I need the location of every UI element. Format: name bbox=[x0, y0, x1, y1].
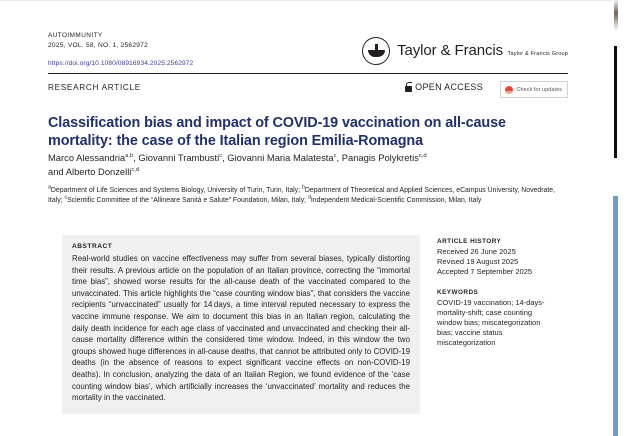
author-name: Marco Alessandria bbox=[48, 152, 126, 163]
article-received-date: Received 26 June 2025 bbox=[437, 247, 516, 256]
author-affiliation-mark: a,b bbox=[125, 152, 134, 159]
article-type-row bbox=[48, 81, 568, 97]
keywords-text: COVID-19 vaccination; 14-days-mortality-shift; case counting window bias; miscategorization bias; vaccine status miscategorization bbox=[437, 297, 545, 348]
page-title: Classification bias and impact of COVID-19 vaccination on all-cause mortality: the case of the Italian region Emilia-Romagna bbox=[48, 114, 506, 150]
affiliation-list bbox=[48, 186, 555, 207]
doi-link[interactable]: https://doi.org/10.1080/08916934.2025.2562972 bbox=[48, 59, 194, 67]
author-affiliation-mark: c bbox=[219, 152, 223, 159]
article-accepted-date: Accepted 7 September 2025 bbox=[437, 267, 533, 277]
affiliation-mark: d bbox=[307, 195, 311, 202]
scrollbar[interactable] bbox=[612, 0, 630, 436]
author-name: Giovanni Trambusti bbox=[138, 152, 220, 163]
open-access-label: OPEN ACCESS bbox=[415, 82, 483, 92]
affiliation-mark: c bbox=[64, 195, 68, 202]
abstract-heading: ABSTRACT bbox=[72, 243, 113, 250]
taylor-francis-mark-icon bbox=[362, 37, 390, 65]
scrollbar-thumb[interactable] bbox=[613, 196, 618, 436]
journal-issue: 2025, VOL. 58, NO. 1, 2562972 bbox=[48, 42, 148, 49]
article-history-heading: ARTICLE HISTORY bbox=[437, 238, 502, 245]
publisher-name: Taylor & Francis bbox=[397, 42, 504, 59]
check-for-updates-label: Check for updates bbox=[516, 86, 562, 93]
author-list bbox=[48, 151, 548, 179]
author-name: Alberto Donzelli bbox=[65, 166, 132, 177]
crossmark-icon bbox=[505, 86, 513, 94]
affiliation-mark: b bbox=[302, 184, 305, 191]
abstract-panel bbox=[62, 235, 420, 414]
article-page bbox=[0, 1, 612, 436]
author-line-2: and Alberto Donzelli$^{c,d}$ bbox=[48, 166, 140, 177]
affiliation-mark: a bbox=[48, 184, 51, 191]
open-lock-icon bbox=[405, 82, 412, 92]
affiliation-text: Department of Life Sciences and Systems Biology, University of Turin, Turin, Italy; bbox=[50, 187, 302, 194]
keywords-heading: KEYWORDS bbox=[437, 288, 479, 296]
scrollbar-page-edge bbox=[614, 0, 618, 30]
author-affiliation-mark: c,d bbox=[131, 166, 140, 173]
author-name: Giovanni Maria Malatesta bbox=[227, 152, 334, 163]
keywords-block bbox=[437, 289, 552, 349]
article-history-block bbox=[437, 238, 552, 278]
open-access-badge bbox=[405, 82, 483, 92]
header-divider bbox=[48, 73, 568, 74]
taylor-francis-logo bbox=[362, 37, 568, 65]
affiliation-text: Department of Theoretical and Applied Sciences, eCampus University, Novedrate, Italy; bbox=[48, 187, 555, 205]
author-affiliation-mark: c,d bbox=[418, 152, 427, 159]
affiliation-text: Independent Medical-Scientific Commission, Milan, Italy bbox=[310, 197, 482, 205]
article-meta-column bbox=[437, 238, 552, 349]
publisher-group: Taylor & Francis Group bbox=[507, 51, 568, 57]
scrollbar-track-marker bbox=[614, 46, 617, 158]
check-for-updates-button[interactable] bbox=[500, 81, 568, 98]
abstract-text: Real-world studies on vaccine effectiveness may suffer from several biases, typically distorting their results. A previous article on the population of an Italian province, correcting the “immortal time bias”, showed worse results for the all-cause death of the vaccinated compared to the unvaccinated. This article highlights the “case counting window bias”, that considers the vaccine recipients “unvaccinated” usually for 14 days, a time interval reputed necessary to express the vaccine immune response. We aim to document this bias in an Italian region, calculating the daily death incidence for each age class of vaccinated and unvaccinated and checking their all-cause mortality difference within the considered time window. Indeed, in this window the two groups showed huge differences in all-cause deaths, that cannot be attributed only to COVID-19 deaths (in the absence of reasons to expect significant vaccine effects on non-COVID-19 deaths). In conclusion, analyzing the data of an Italian Region, we found evidence of the ‘case counting window bias’, which artificially increases the ‘unvaccinated’ mortality and reduces the mortality in the vaccinated. bbox=[72, 254, 410, 403]
journal-name: AUTOIMMUNITY bbox=[48, 32, 103, 39]
author-line-1: Marco Alessandria$^{a,b}$, Giovanni Trambusti$^c$, Giovanni Maria Malatesta$^c$, Panagis Polykretis$^{c,d}$ bbox=[48, 152, 427, 163]
affiliation-text: Scientific Committee of the “Allineare Sanità e Salute” Foundation, Milan, Italy; bbox=[67, 197, 308, 205]
article-revised-date: Revised 19 August 2025 bbox=[437, 257, 519, 267]
author-affiliation-mark: c bbox=[333, 152, 337, 159]
author-name: Panagis Polykretis bbox=[341, 152, 419, 163]
article-type-label: RESEARCH ARTICLE bbox=[48, 83, 141, 92]
